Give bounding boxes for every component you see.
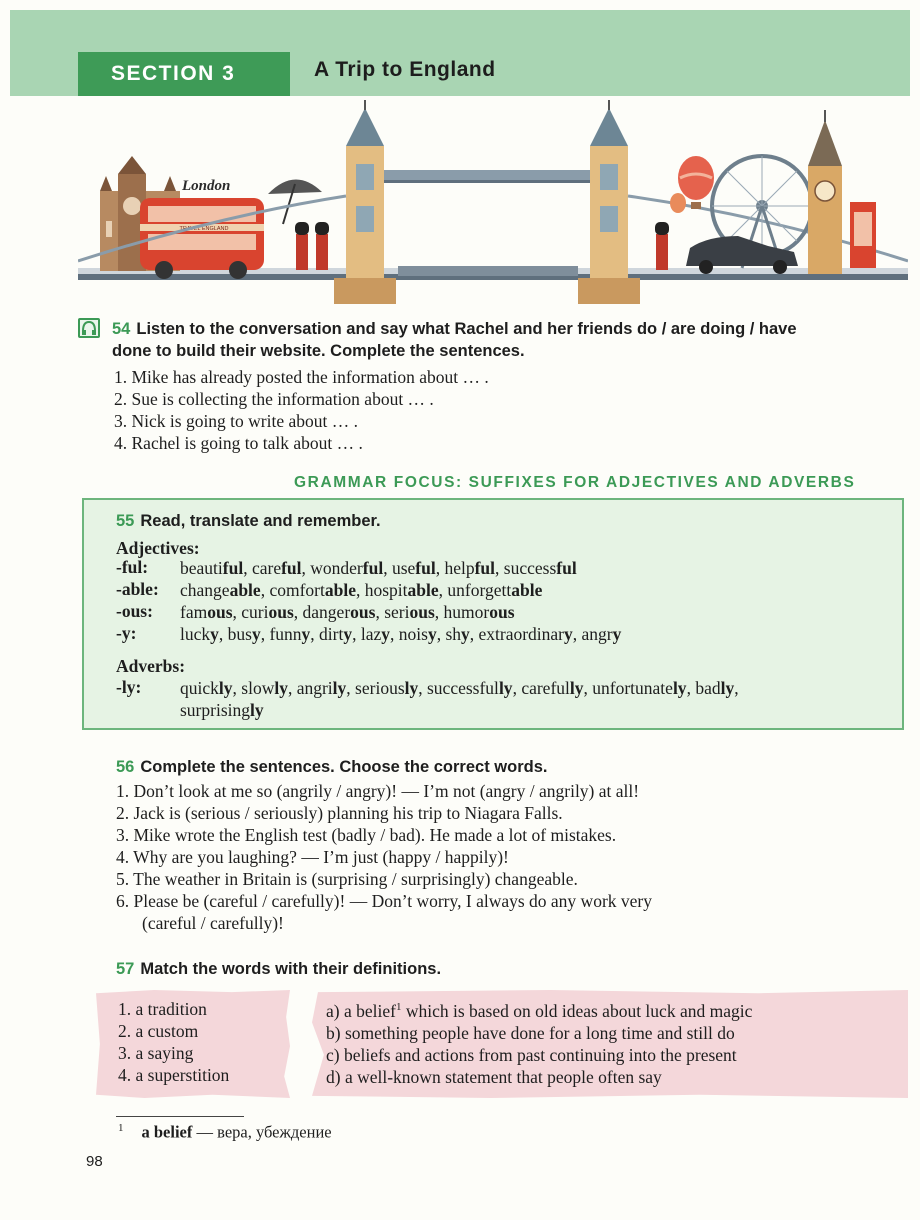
list-item: b) something people have done for a long time and still do <box>326 1022 735 1043</box>
phone-box-icon <box>850 202 876 268</box>
list-item: c) beliefs and actions from past continuing into the present <box>326 1044 737 1065</box>
word-suffix: y <box>251 624 261 644</box>
word <box>695 678 734 698</box>
word-stem: surprising <box>180 700 250 720</box>
list-item: 2. Sue is collecting the information about … . <box>114 389 434 409</box>
word-suffix: ly <box>250 700 264 720</box>
word <box>445 624 469 644</box>
exercise-56-instruction: Complete the sentences. Choose the correct words. <box>140 758 548 776</box>
word-suffix: y <box>427 624 437 644</box>
word-suffix: ful <box>556 558 577 578</box>
word-stem: care <box>251 558 282 578</box>
word <box>303 602 376 622</box>
exercise-54-heading <box>112 318 797 362</box>
word-stem: comfort <box>269 580 325 600</box>
word-stem: hospit <box>364 580 408 600</box>
word-suffix: ly <box>332 678 347 698</box>
word-suffix: ly <box>672 678 687 698</box>
section-title: A Trip to England <box>314 58 496 81</box>
word-stem: wonder <box>310 558 363 578</box>
word <box>310 558 383 578</box>
exercise-54-instruction-line1: Listen to the conversation and say what Rachel and her friends do / are doing / have <box>136 320 797 338</box>
word <box>228 624 261 644</box>
ful-words: beautiful, careful, wonderful, useful, helpful, successful <box>180 558 577 578</box>
footnote-number: 1 <box>118 1122 124 1134</box>
exercise-56-heading <box>116 756 547 778</box>
definition-a-text: a) a belief <box>326 1000 396 1021</box>
word <box>592 678 686 698</box>
word-stem: help <box>444 558 475 578</box>
word <box>269 624 310 644</box>
bus-sign: TRAVEL ENGLAND <box>179 226 229 232</box>
word-stem: bad <box>695 678 721 698</box>
word <box>361 624 390 644</box>
list-item: 5. The weather in Britain is (surprising / surprisingly) changeable. <box>116 869 578 889</box>
list-item: 6. Please be (careful / carefully)! — Don’t worry, I always do any work very <box>116 891 652 911</box>
word-stem: slow <box>241 678 275 698</box>
word-stem: angri <box>296 678 333 698</box>
list-item: 2. a custom <box>118 1021 199 1041</box>
word-suffix: ly <box>218 678 233 698</box>
word-suffix: ful <box>474 558 496 578</box>
word-suffix: able <box>229 580 261 600</box>
word-suffix: ly <box>569 678 584 698</box>
word-stem: danger <box>302 602 351 622</box>
footnote-text: — вера, убеждение <box>192 1122 332 1142</box>
word <box>365 580 439 600</box>
exercise-55-instruction: Read, translate and remember. <box>140 512 381 530</box>
word-stem: careful <box>521 678 570 698</box>
ly-words-line2 <box>180 699 264 721</box>
word <box>269 580 356 600</box>
word-suffix: ly <box>720 678 735 698</box>
word <box>355 678 418 698</box>
word <box>479 624 573 644</box>
word <box>241 602 294 622</box>
list-item: d) a well-known statement that people often say <box>326 1066 662 1087</box>
word <box>241 678 288 698</box>
word-stem: funn <box>269 624 302 644</box>
word-stem: luck <box>180 624 211 644</box>
list-item: 1. Don’t look at me so (angrily / angry)! — I’m not (angry / angrily) at all! <box>116 781 640 801</box>
headphones-icon[interactable] <box>78 318 100 338</box>
word <box>297 678 347 698</box>
word <box>447 580 542 600</box>
word <box>384 602 435 622</box>
adverbs-label: Adverbs: <box>116 656 186 676</box>
double-decker-bus-icon <box>140 198 264 279</box>
word-suffix: able <box>511 580 543 600</box>
list-item: 4. Why are you laughing? — I’m just (happy / happily)! <box>116 847 509 867</box>
word-suffix: ous <box>409 602 435 622</box>
exercise-number: 57 <box>116 960 135 978</box>
word-stem: successful <box>427 678 499 698</box>
footnote-term: a belief <box>141 1122 193 1142</box>
word <box>319 624 352 644</box>
word-stem: laz <box>360 624 382 644</box>
word <box>399 624 437 644</box>
exercise-56-list <box>116 780 652 934</box>
word-suffix: ful <box>415 558 436 578</box>
word-stem: sh <box>445 624 461 644</box>
word-stem: curi <box>241 602 269 622</box>
word-suffix: ous <box>268 602 294 622</box>
word-stem: serious <box>355 678 405 698</box>
word-suffix: y <box>210 624 219 644</box>
word <box>180 700 264 720</box>
word-suffix: ly <box>498 678 513 698</box>
exercise-57-heading <box>116 958 441 980</box>
headphones-glyph <box>80 320 98 336</box>
list-item-continuation: (careful / carefully)! <box>142 913 284 933</box>
word-suffix: ful <box>281 558 302 578</box>
footnote <box>118 1122 332 1143</box>
word-stem: nois <box>398 624 428 644</box>
word <box>427 678 513 698</box>
london-sign: London <box>182 178 231 194</box>
list-item: 4. a superstition <box>118 1065 230 1085</box>
word-suffix: ful <box>362 558 384 578</box>
section-label: SECTION 3 <box>78 52 290 96</box>
list-item: 4. Rachel is going to talk about … . <box>114 433 363 453</box>
word-stem: unfortunate <box>592 678 673 698</box>
word-suffix: ly <box>274 678 288 698</box>
word-suffix: y <box>461 624 470 644</box>
word-stem: unforgett <box>447 580 512 600</box>
word-suffix: ous <box>207 602 233 622</box>
word-stem: use <box>391 558 416 578</box>
word-stem: fam <box>180 602 208 622</box>
word <box>252 558 302 578</box>
word <box>180 558 243 578</box>
exercise-number: 55 <box>116 512 135 530</box>
list-item: 3. a saying <box>118 1043 194 1063</box>
word-suffix: ly <box>404 678 419 698</box>
exercise-number: 54 <box>112 320 131 338</box>
word-suffix: ful <box>222 558 244 578</box>
word-suffix: ous <box>350 602 376 622</box>
word-stem: dirt <box>319 624 344 644</box>
suffix-ly-label: -ly: <box>116 677 142 697</box>
exercise-57-instruction: Match the words with their definitions. <box>140 960 442 978</box>
list-item <box>326 996 752 1022</box>
london-illustration <box>78 96 908 306</box>
word-suffix: ous <box>489 602 515 622</box>
definitions-list <box>326 996 752 1088</box>
definition-a-rest: which is based on old ideas about luck and magic <box>401 1000 753 1021</box>
big-ben-icon <box>808 110 842 274</box>
list-item: 1. Mike has already posted the information about … . <box>114 367 489 387</box>
words-list <box>118 998 229 1086</box>
adjectives-label: Adjectives: <box>116 538 200 558</box>
grammar-focus-title: GRAMMAR FOCUS: SUFFIXES FOR ADJECTIVES AND ADVERBS <box>294 474 856 491</box>
suffix-ful-label: -ful: <box>116 557 149 577</box>
suffix-able-label: -able: <box>116 579 159 599</box>
word-suffix: y <box>612 624 622 644</box>
word-suffix: able <box>407 580 439 600</box>
word <box>582 624 622 644</box>
exercise-55-heading <box>116 510 381 532</box>
word <box>180 580 261 600</box>
ous-words: famous, curious, dangerous, serious, humorous <box>180 602 515 622</box>
footnote-rule <box>116 1116 244 1117</box>
word <box>444 602 515 622</box>
list-item: 3. Nick is going to write about … . <box>114 411 359 431</box>
hot-air-balloon-icon <box>670 156 714 213</box>
word-suffix: y <box>343 624 353 644</box>
word-stem: humor <box>443 602 490 622</box>
word-stem: change <box>180 580 230 600</box>
word-stem: seri <box>384 602 410 622</box>
page-number: 98 <box>86 1153 103 1170</box>
word <box>504 558 577 578</box>
suffix-ous-label: -ous: <box>116 601 153 621</box>
word-suffix: y <box>564 624 573 644</box>
list-item: 3. Mike wrote the English test (badly / bad). He made a lot of mistakes. <box>116 825 617 845</box>
list-item: 2. Jack is (serious / seriously) planning his trip to Niagara Falls. <box>116 803 563 823</box>
word <box>444 558 495 578</box>
ly-words-line1: quickly, slowly, angrily, seriously, successfully, carefully, unfortunately, badly, <box>180 678 739 698</box>
word <box>180 602 233 622</box>
exercise-54-instruction-line2: done to build their website. Complete the sentences. <box>112 342 525 360</box>
exercise-number: 56 <box>116 758 135 776</box>
word <box>180 678 233 698</box>
word-suffix: y <box>301 624 311 644</box>
word <box>392 558 436 578</box>
word <box>521 678 583 698</box>
list-item: 1. a tradition <box>118 999 207 1019</box>
word-suffix: able <box>324 580 356 600</box>
word-stem: angr <box>581 624 613 644</box>
word-stem: success <box>503 558 557 578</box>
word-stem: bus <box>227 624 252 644</box>
word <box>180 624 219 644</box>
able-words: changeable, comfortable, hospitable, unforgettable <box>180 580 543 600</box>
footnote-marker: 1 <box>395 1001 402 1013</box>
exercise-54-list <box>114 366 489 454</box>
word-suffix: y <box>381 624 390 644</box>
word-stem: beauti <box>180 558 223 578</box>
word-stem: quick <box>180 678 219 698</box>
y-words: lucky, busy, funny, dirty, lazy, noisy, shy, extraordinary, angry <box>180 624 622 644</box>
suffix-y-label: -y: <box>116 623 137 643</box>
word-stem: extraordinar <box>478 624 565 644</box>
